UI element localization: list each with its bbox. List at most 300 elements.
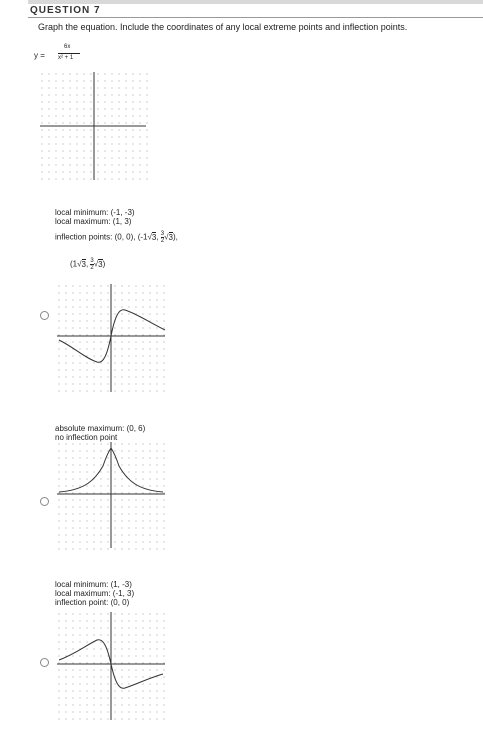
grid-dot bbox=[76, 80, 77, 81]
grid-dot bbox=[79, 711, 80, 712]
grid-dot bbox=[86, 457, 87, 458]
grid-dot bbox=[97, 178, 98, 179]
grid-dot bbox=[97, 143, 98, 144]
grid-dot bbox=[135, 669, 136, 670]
grid-dot bbox=[100, 334, 101, 335]
grid-dot bbox=[100, 711, 101, 712]
grid-dot bbox=[55, 108, 56, 109]
grid-dot bbox=[107, 534, 108, 535]
grid-dot bbox=[41, 157, 42, 158]
grid-dot bbox=[163, 485, 164, 486]
grid-dot bbox=[58, 341, 59, 342]
grid-dot bbox=[97, 80, 98, 81]
grid-dot bbox=[156, 362, 157, 363]
grid-dot bbox=[125, 94, 126, 95]
grid-dot bbox=[156, 443, 157, 444]
grid-dot bbox=[121, 327, 122, 328]
grid-dot bbox=[118, 108, 119, 109]
grid-dot bbox=[135, 697, 136, 698]
grid-dot bbox=[93, 683, 94, 684]
grid-dot bbox=[163, 704, 164, 705]
grid-dot bbox=[107, 369, 108, 370]
grid-dot bbox=[65, 457, 66, 458]
grid-dot bbox=[149, 292, 150, 293]
grid-dot bbox=[93, 348, 94, 349]
grid-dot bbox=[65, 485, 66, 486]
grid-dot bbox=[107, 327, 108, 328]
grid-dot bbox=[149, 306, 150, 307]
grid-dot bbox=[86, 478, 87, 479]
grid-dot bbox=[93, 376, 94, 377]
grid-dot bbox=[156, 464, 157, 465]
grid-dot bbox=[90, 129, 91, 130]
grid-dot bbox=[149, 669, 150, 670]
grid-dot bbox=[107, 718, 108, 719]
grid-dot bbox=[146, 122, 147, 123]
grid-dot bbox=[163, 348, 164, 349]
grid-dot bbox=[132, 157, 133, 158]
grid-dot bbox=[128, 634, 129, 635]
grid-dot bbox=[139, 87, 140, 88]
grid-dot bbox=[58, 676, 59, 677]
grid-dot bbox=[156, 676, 157, 677]
grid-dot bbox=[100, 541, 101, 542]
grid-dot bbox=[86, 648, 87, 649]
grid-dot bbox=[86, 464, 87, 465]
grid-dot bbox=[142, 683, 143, 684]
grid-dot bbox=[128, 648, 129, 649]
grid-dot bbox=[149, 334, 150, 335]
grid-dot bbox=[100, 443, 101, 444]
grid-dot bbox=[58, 662, 59, 663]
grid-dot bbox=[86, 383, 87, 384]
grid-dot bbox=[118, 178, 119, 179]
grid-dot bbox=[79, 450, 80, 451]
grid-dot bbox=[163, 471, 164, 472]
grid-dot bbox=[114, 704, 115, 705]
grid-dot bbox=[107, 362, 108, 363]
grid-dot bbox=[139, 129, 140, 130]
grid-dot bbox=[149, 662, 150, 663]
grid-dot bbox=[142, 306, 143, 307]
grid-dot bbox=[79, 471, 80, 472]
grid-dot bbox=[149, 348, 150, 349]
grid-dot bbox=[97, 94, 98, 95]
grid-dot bbox=[90, 80, 91, 81]
grid-dot bbox=[65, 285, 66, 286]
grid-dot bbox=[107, 306, 108, 307]
grid-dot bbox=[69, 80, 70, 81]
grid-dot bbox=[97, 157, 98, 158]
grid-dot bbox=[128, 697, 129, 698]
grid-dot bbox=[135, 690, 136, 691]
grid-dot bbox=[72, 485, 73, 486]
grid-dot bbox=[135, 634, 136, 635]
grid-dot bbox=[79, 641, 80, 642]
grid-dot bbox=[72, 520, 73, 521]
grid-dot bbox=[65, 327, 66, 328]
grid-dot bbox=[125, 150, 126, 151]
grid-dot bbox=[76, 150, 77, 151]
grid-dot bbox=[135, 355, 136, 356]
grid-dot bbox=[111, 129, 112, 130]
grid-dot bbox=[135, 513, 136, 514]
grid-dot bbox=[79, 697, 80, 698]
grid-dot bbox=[111, 171, 112, 172]
grid-dot bbox=[142, 299, 143, 300]
grid-dot bbox=[41, 115, 42, 116]
option1-inflection: inflection points: (0, 0), (-1√3, $\frac{3}{2}$ √3), bbox=[55, 231, 178, 244]
option3-radio[interactable] bbox=[40, 658, 49, 667]
grid-dot bbox=[93, 499, 94, 500]
grid-dot bbox=[62, 150, 63, 151]
grid-dot bbox=[93, 620, 94, 621]
grid-dot bbox=[128, 627, 129, 628]
option2-radio[interactable] bbox=[40, 497, 49, 506]
grid-dot bbox=[125, 80, 126, 81]
grid-dot bbox=[146, 94, 147, 95]
grid-dot bbox=[65, 704, 66, 705]
grid-dot bbox=[114, 485, 115, 486]
grid-dot bbox=[69, 87, 70, 88]
grid-dot bbox=[79, 390, 80, 391]
grid-dot bbox=[156, 478, 157, 479]
grid-dot bbox=[142, 478, 143, 479]
grid-dot bbox=[62, 80, 63, 81]
grid-dot bbox=[100, 499, 101, 500]
grid-dot bbox=[69, 136, 70, 137]
grid-dot bbox=[72, 443, 73, 444]
grid-dot bbox=[83, 73, 84, 74]
grid-dot bbox=[163, 334, 164, 335]
grid-dot bbox=[76, 164, 77, 165]
grid-dot bbox=[72, 648, 73, 649]
grid-dot bbox=[100, 292, 101, 293]
grid-dot bbox=[156, 520, 157, 521]
grid-dot bbox=[121, 362, 122, 363]
grid-dot bbox=[128, 285, 129, 286]
grid-dot bbox=[65, 527, 66, 528]
grid-dot bbox=[65, 499, 66, 500]
grid-dot bbox=[121, 690, 122, 691]
grid-dot bbox=[48, 94, 49, 95]
grid-dot bbox=[163, 464, 164, 465]
grid-dot bbox=[121, 499, 122, 500]
grid-dot bbox=[114, 306, 115, 307]
option2-absolute-max: absolute maximum: (0, 6) bbox=[55, 424, 146, 433]
grid-dot bbox=[86, 362, 87, 363]
grid-dot bbox=[90, 115, 91, 116]
grid-dot bbox=[86, 697, 87, 698]
grid-dot bbox=[72, 292, 73, 293]
grid-dot bbox=[163, 341, 164, 342]
grid-dot bbox=[100, 313, 101, 314]
grid-dot bbox=[156, 534, 157, 535]
grid-dot bbox=[86, 341, 87, 342]
grid-dot bbox=[62, 136, 63, 137]
grid-dot bbox=[149, 683, 150, 684]
grid-dot bbox=[65, 376, 66, 377]
equation-denominator: x² + 1 bbox=[58, 55, 74, 61]
grid-dot bbox=[114, 506, 115, 507]
grid-dot bbox=[86, 541, 87, 542]
grid-dot bbox=[93, 506, 94, 507]
grid-dot bbox=[55, 164, 56, 165]
grid-dot bbox=[142, 362, 143, 363]
grid-dot bbox=[58, 634, 59, 635]
grid-dot bbox=[65, 492, 66, 493]
grid-dot bbox=[128, 464, 129, 465]
grid-dot bbox=[104, 143, 105, 144]
grid-dot bbox=[139, 101, 140, 102]
grid-dot bbox=[128, 306, 129, 307]
grid-dot bbox=[132, 108, 133, 109]
grid-dot bbox=[142, 690, 143, 691]
grid-dot bbox=[139, 143, 140, 144]
grid-dot bbox=[156, 390, 157, 391]
grid-dot bbox=[93, 655, 94, 656]
grid-dot bbox=[121, 506, 122, 507]
grid-dot bbox=[65, 390, 66, 391]
grid-dot bbox=[79, 520, 80, 521]
grid-dot bbox=[121, 527, 122, 528]
grid-dot bbox=[90, 171, 91, 172]
grid-dot bbox=[163, 499, 164, 500]
grid-dot bbox=[156, 690, 157, 691]
grid-dot bbox=[65, 634, 66, 635]
grid-dot bbox=[149, 369, 150, 370]
grid-dot bbox=[149, 376, 150, 377]
grid-dot bbox=[48, 101, 49, 102]
grid-dot bbox=[149, 534, 150, 535]
grid-dot bbox=[132, 143, 133, 144]
grid-dot bbox=[72, 620, 73, 621]
grid-dot bbox=[128, 534, 129, 535]
grid-dot bbox=[93, 313, 94, 314]
grid-dot bbox=[100, 520, 101, 521]
grid-dot bbox=[139, 178, 140, 179]
grid-dot bbox=[149, 471, 150, 472]
grid-dot bbox=[121, 492, 122, 493]
grid-dot bbox=[163, 548, 164, 549]
option1-radio[interactable] bbox=[40, 311, 49, 320]
grid-dot bbox=[114, 334, 115, 335]
grid-dot bbox=[121, 390, 122, 391]
grid-dot bbox=[79, 341, 80, 342]
grid-dot bbox=[65, 334, 66, 335]
grid-dot bbox=[55, 136, 56, 137]
equation-numerator: 6x bbox=[64, 44, 71, 50]
grid-dot bbox=[128, 669, 129, 670]
grid-dot bbox=[86, 499, 87, 500]
grid-dot bbox=[146, 101, 147, 102]
grid-dot bbox=[79, 704, 80, 705]
grid-dot bbox=[58, 383, 59, 384]
grid-dot bbox=[76, 178, 77, 179]
grid-dot bbox=[62, 108, 63, 109]
grid-dot bbox=[93, 457, 94, 458]
grid-dot bbox=[100, 676, 101, 677]
grid-dot bbox=[58, 313, 59, 314]
grid-dot bbox=[121, 443, 122, 444]
grid-dot bbox=[62, 101, 63, 102]
grid-dot bbox=[135, 450, 136, 451]
grid-dot bbox=[149, 492, 150, 493]
grid-dot bbox=[93, 285, 94, 286]
grid-dot bbox=[58, 690, 59, 691]
grid-dot bbox=[142, 471, 143, 472]
grid-dot bbox=[100, 306, 101, 307]
grid-dot bbox=[121, 548, 122, 549]
grid-dot bbox=[163, 327, 164, 328]
grid-dot bbox=[76, 122, 77, 123]
grid-dot bbox=[156, 492, 157, 493]
grid-dot bbox=[156, 341, 157, 342]
grid-dot bbox=[58, 471, 59, 472]
grid-dot bbox=[114, 499, 115, 500]
grid-dot bbox=[142, 627, 143, 628]
option3-graph bbox=[55, 610, 167, 722]
grid-dot bbox=[58, 369, 59, 370]
grid-dot bbox=[65, 450, 66, 451]
grid-dot bbox=[163, 362, 164, 363]
grid-dot bbox=[83, 87, 84, 88]
grid-dot bbox=[58, 534, 59, 535]
grid-dot bbox=[62, 122, 63, 123]
grid-dot bbox=[156, 634, 157, 635]
grid-dot bbox=[79, 513, 80, 514]
blank-graph-grid[interactable] bbox=[38, 70, 150, 182]
grid-dot bbox=[104, 164, 105, 165]
grid-dot bbox=[114, 541, 115, 542]
grid-dot bbox=[107, 341, 108, 342]
grid-dot bbox=[90, 143, 91, 144]
grid-dot bbox=[65, 620, 66, 621]
grid-dot bbox=[86, 527, 87, 528]
grid-dot bbox=[76, 157, 77, 158]
grid-dot bbox=[114, 718, 115, 719]
grid-dot bbox=[114, 634, 115, 635]
grid-dot bbox=[149, 711, 150, 712]
grid-dot bbox=[86, 655, 87, 656]
grid-dot bbox=[121, 655, 122, 656]
grid-dot bbox=[125, 73, 126, 74]
grid-dot bbox=[100, 285, 101, 286]
grid-dot bbox=[142, 662, 143, 663]
grid-dot bbox=[111, 101, 112, 102]
grid-dot bbox=[121, 306, 122, 307]
grid-dot bbox=[128, 704, 129, 705]
grid-dot bbox=[97, 122, 98, 123]
grid-dot bbox=[93, 634, 94, 635]
grid-dot bbox=[79, 355, 80, 356]
grid-dot bbox=[163, 313, 164, 314]
grid-dot bbox=[149, 362, 150, 363]
grid-dot bbox=[65, 348, 66, 349]
grid-dot bbox=[83, 108, 84, 109]
grid-dot bbox=[100, 620, 101, 621]
grid-dot bbox=[58, 683, 59, 684]
grid-dot bbox=[121, 704, 122, 705]
grid-dot bbox=[121, 464, 122, 465]
grid-dot bbox=[48, 73, 49, 74]
grid-dot bbox=[107, 457, 108, 458]
grid-dot bbox=[163, 634, 164, 635]
option2-no-inflection: no inflection point bbox=[55, 433, 118, 442]
grid-dot bbox=[100, 341, 101, 342]
grid-dot bbox=[97, 171, 98, 172]
grid-dot bbox=[111, 164, 112, 165]
grid-dot bbox=[121, 485, 122, 486]
grid-dot bbox=[65, 541, 66, 542]
grid-dot bbox=[149, 485, 150, 486]
grid-dot bbox=[72, 718, 73, 719]
grid-dot bbox=[114, 362, 115, 363]
grid-dot bbox=[72, 641, 73, 642]
grid-dot bbox=[135, 362, 136, 363]
grid-dot bbox=[65, 711, 66, 712]
grid-dot bbox=[86, 690, 87, 691]
grid-dot bbox=[48, 136, 49, 137]
grid-dot bbox=[135, 299, 136, 300]
grid-dot bbox=[111, 115, 112, 116]
grid-dot bbox=[121, 299, 122, 300]
grid-dot bbox=[86, 376, 87, 377]
grid-dot bbox=[107, 485, 108, 486]
grid-dot bbox=[135, 369, 136, 370]
grid-dot bbox=[146, 108, 147, 109]
grid-dot bbox=[156, 513, 157, 514]
grid-dot bbox=[156, 471, 157, 472]
grid-dot bbox=[65, 627, 66, 628]
grid-dot bbox=[142, 704, 143, 705]
grid-dot bbox=[132, 87, 133, 88]
grid-dot bbox=[58, 334, 59, 335]
grid-dot bbox=[142, 341, 143, 342]
grid-dot bbox=[100, 718, 101, 719]
grid-dot bbox=[156, 627, 157, 628]
grid-dot bbox=[79, 634, 80, 635]
grid-dot bbox=[149, 499, 150, 500]
grid-dot bbox=[114, 390, 115, 391]
grid-dot bbox=[132, 94, 133, 95]
grid-dot bbox=[163, 450, 164, 451]
grid-dot bbox=[79, 548, 80, 549]
grid-dot bbox=[83, 164, 84, 165]
grid-dot bbox=[118, 136, 119, 137]
top-border bbox=[28, 0, 483, 4]
grid-dot bbox=[121, 627, 122, 628]
grid-dot bbox=[107, 320, 108, 321]
grid-dot bbox=[69, 129, 70, 130]
grid-dot bbox=[128, 613, 129, 614]
grid-dot bbox=[107, 285, 108, 286]
grid-dot bbox=[86, 292, 87, 293]
grid-dot bbox=[79, 669, 80, 670]
grid-dot bbox=[62, 143, 63, 144]
grid-dot bbox=[107, 471, 108, 472]
option1-graph bbox=[55, 282, 167, 394]
option3-local-min: local minimum: (1, -3) bbox=[55, 580, 132, 589]
grid-dot bbox=[107, 548, 108, 549]
grid-dot bbox=[93, 513, 94, 514]
grid-dot bbox=[79, 313, 80, 314]
grid-dot bbox=[107, 443, 108, 444]
grid-dot bbox=[93, 613, 94, 614]
grid-dot bbox=[114, 369, 115, 370]
grid-dot bbox=[48, 115, 49, 116]
grid-dot bbox=[93, 669, 94, 670]
